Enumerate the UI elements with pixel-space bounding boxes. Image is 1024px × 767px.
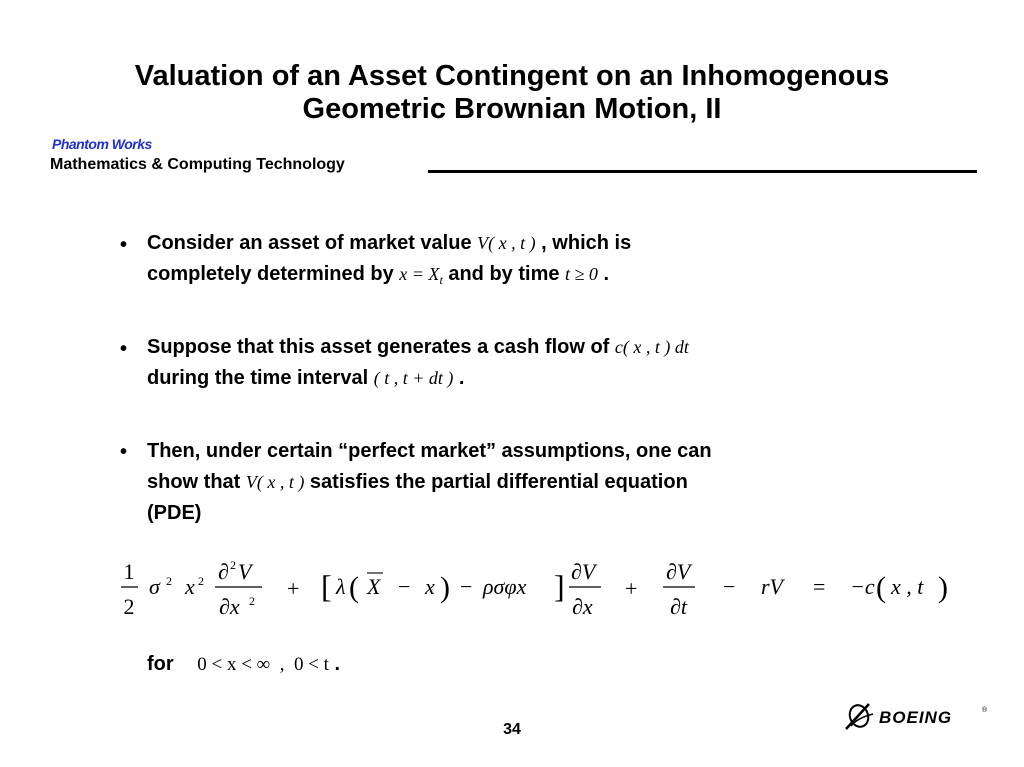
boeing-wordmark: BOEING — [879, 708, 953, 727]
eq-sigma: σ — [149, 574, 160, 599]
registered-mark: ® — [982, 707, 988, 714]
eq-x-2: x — [425, 574, 435, 599]
bullet-marker-2: • — [120, 338, 128, 360]
eq-equals: = — [813, 574, 826, 599]
eq-sup-1: 2 — [166, 574, 172, 588]
bullet-1-math-b-main: x = X — [399, 264, 440, 284]
bullet-1-text-a: Consider an asset of market value — [147, 232, 478, 254]
brand-label: Phantom Works — [52, 136, 152, 152]
bullet-2-text-b: during the time interval — [147, 367, 374, 389]
eq-rbracket: ] — [554, 568, 565, 604]
bullet-3-math-a: V( x , t ) — [245, 472, 305, 492]
bullet-1-text-d: and by time — [442, 263, 566, 285]
eq-dx: ∂x — [572, 594, 593, 619]
for-end: . — [328, 653, 341, 675]
bullet-2-text-a: Suppose that this asset generates a cash flow of — [147, 336, 615, 358]
eq-lambda: λ — [336, 574, 346, 599]
title-line-1: Valuation of an Asset Contingent on an Inhomogenous — [134, 60, 890, 92]
eq-rhs-args: x , t — [891, 574, 924, 599]
title-line-2: Geometric Brownian Motion, II — [302, 93, 722, 125]
eq-dV-1: ∂V — [571, 559, 596, 584]
eq-sup-3: 2 — [230, 558, 236, 572]
bullet-2-text-c: . — [453, 367, 465, 389]
eq-frac-den: 2 — [123, 594, 135, 619]
eq-V: V — [238, 559, 252, 584]
bullet-text-3 — [147, 436, 887, 529]
for-condition: 0 < x < ∞ , 0 < t — [197, 654, 329, 675]
bullet-1-math-a: V( x , t ) — [477, 233, 536, 253]
eq-plus-1: + — [287, 576, 300, 601]
eq-frac-num: 1 — [123, 559, 135, 584]
department-label: Mathematics & Computing Technology — [50, 156, 345, 173]
eq-partial: ∂ — [218, 559, 229, 584]
page-number: 34 — [503, 721, 521, 738]
eq-rparen: ) — [440, 571, 450, 604]
eq-rhs-lparen: ( — [876, 571, 886, 604]
eq-plus-2: + — [625, 576, 638, 601]
header-rule — [428, 170, 977, 173]
eq-minus-3: − — [723, 574, 736, 599]
slide-title — [0, 60, 1024, 126]
bullet-3-text-b: show that — [147, 471, 246, 493]
bullet-text-2 — [147, 332, 887, 394]
eq-dx2: ∂x — [219, 594, 240, 619]
eq-dt: ∂t — [670, 594, 687, 619]
boeing-logo — [843, 700, 989, 732]
for-label: for — [147, 653, 174, 675]
boeing-mark-icon — [846, 703, 873, 730]
pde-equation — [115, 556, 955, 628]
bullet-3-text-d: (PDE) — [147, 502, 202, 524]
eq-minus-1: − — [398, 574, 411, 599]
eq-rhs-rparen: ) — [938, 571, 948, 604]
bullet-3-text-c: satisfies the partial differential equation — [304, 471, 688, 493]
bullet-2-math-a: c( x , t ) dt — [614, 337, 689, 357]
eq-lparen: ( — [349, 571, 359, 604]
bullet-marker-1: • — [120, 234, 128, 256]
eq-x: x — [185, 574, 195, 599]
eq-rhs: −c — [850, 574, 875, 599]
eq-minus-2: − — [460, 574, 473, 599]
eq-sup-4: 2 — [249, 594, 255, 608]
bullet-marker-3: • — [120, 441, 128, 463]
bullet-1-text-c: completely determined by — [147, 263, 400, 285]
bullet-2-math-b: ( t , t + dt ) — [373, 368, 454, 388]
eq-dV-2: ∂V — [666, 559, 691, 584]
bullet-1-math-b-sub: t — [439, 273, 443, 287]
bullet-text-1 — [147, 228, 887, 296]
eq-Xbar: X — [367, 574, 381, 599]
bullet-1-text-e: . — [597, 263, 610, 285]
eq-sup-2: 2 — [198, 574, 204, 588]
eq-rho-sigma-phi-x: ρσφx — [483, 574, 527, 599]
domain-condition — [147, 653, 340, 676]
eq-rV: rV — [761, 574, 783, 599]
bullet-1-math-b — [399, 264, 443, 287]
bullet-1-text-b: , which is — [535, 232, 632, 254]
bullet-1-math-c: t ≥ 0 — [565, 264, 598, 284]
bullet-3-text-a: Then, under certain “perfect market” assumptions, one can — [147, 440, 712, 462]
eq-lbracket: [ — [321, 568, 332, 604]
